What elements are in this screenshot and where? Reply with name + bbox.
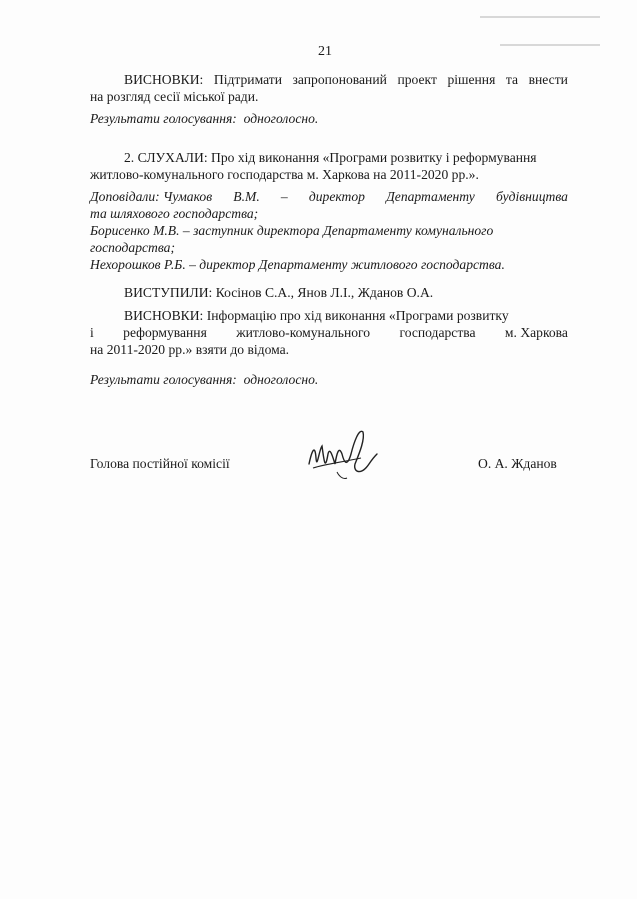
scan-artifact (500, 44, 600, 46)
handwritten-signature (303, 424, 381, 484)
conclusion-1-word: та (505, 72, 519, 87)
conclusion-2-line-1: ВИСНОВКИ: Інформацію про хід виконання «Програми розвитку (124, 308, 509, 323)
vote-label: Результати голосування: (90, 111, 237, 126)
speakers-line-4: господарства; (90, 240, 176, 255)
conclusion-2-word: господарства (399, 325, 476, 340)
conclusion-2-word: житлово-комунального (236, 325, 371, 340)
conclusion-2-word: реформування (123, 325, 207, 340)
conclusion-1-word: внести (528, 72, 568, 87)
chair-name: О. А. Жданов (478, 456, 557, 471)
spoke-line: ВИСТУПИЛИ: Косінов С.А., Янов Л.І., Жданов О.А. (124, 285, 434, 300)
scan-artifact (480, 16, 600, 18)
page-number: 21 (318, 44, 332, 59)
heard-line-1: 2. СЛУХАЛИ: Про хід виконання «Програми розвитку і реформування (124, 150, 537, 165)
chair-title: Голова постійної комісії (90, 456, 230, 471)
vote-value: одноголосно. (243, 111, 319, 126)
conclusion-1-word: запропонований (292, 72, 387, 87)
conclusion-1-word: Підтримати (213, 72, 282, 87)
speakers-line-2: та шляхового господарства; (90, 206, 259, 221)
speaker-word: – (280, 189, 288, 204)
conclusion-1-line-1 (124, 71, 568, 88)
vote-result-1 (90, 110, 318, 127)
conclusion-2-line-3: на 2011-2020 рр.» взяти до відома. (90, 342, 290, 357)
speakers-line-1 (90, 188, 568, 205)
vote-label: Результати голосування: (90, 372, 237, 387)
vote-result-2 (90, 371, 318, 388)
speakers-line-5: Нехорошков Р.Б. – директор Департаменту житлового господарства. (90, 257, 505, 272)
conclusion-2-line-2 (90, 324, 568, 341)
conclusion-1-label: ВИСНОВКИ: (124, 72, 204, 87)
conclusion-2-word: м. Харкова (504, 325, 568, 340)
conclusion-2-word: і (90, 325, 94, 340)
conclusion-1-word: проект (397, 72, 437, 87)
conclusion-1-line-2: на розгляд сесії міської ради. (90, 89, 259, 104)
heard-line-2: житлово-комунального господарства м. Харкова на 2011-2020 рр.». (90, 167, 479, 182)
speaker-word: будівництва (495, 189, 568, 204)
speaker-word: В.М. (233, 189, 260, 204)
speakers-line-3: Борисенко М.В. – заступник директора Департаменту комунального (90, 223, 494, 238)
vote-value: одноголосно. (243, 372, 319, 387)
speaker-word: Департаменту (386, 189, 475, 204)
speaker-word: Доповідали: Чумаков (90, 189, 213, 204)
conclusion-1-word: рішення (447, 72, 496, 87)
speaker-word: директор (308, 189, 365, 204)
